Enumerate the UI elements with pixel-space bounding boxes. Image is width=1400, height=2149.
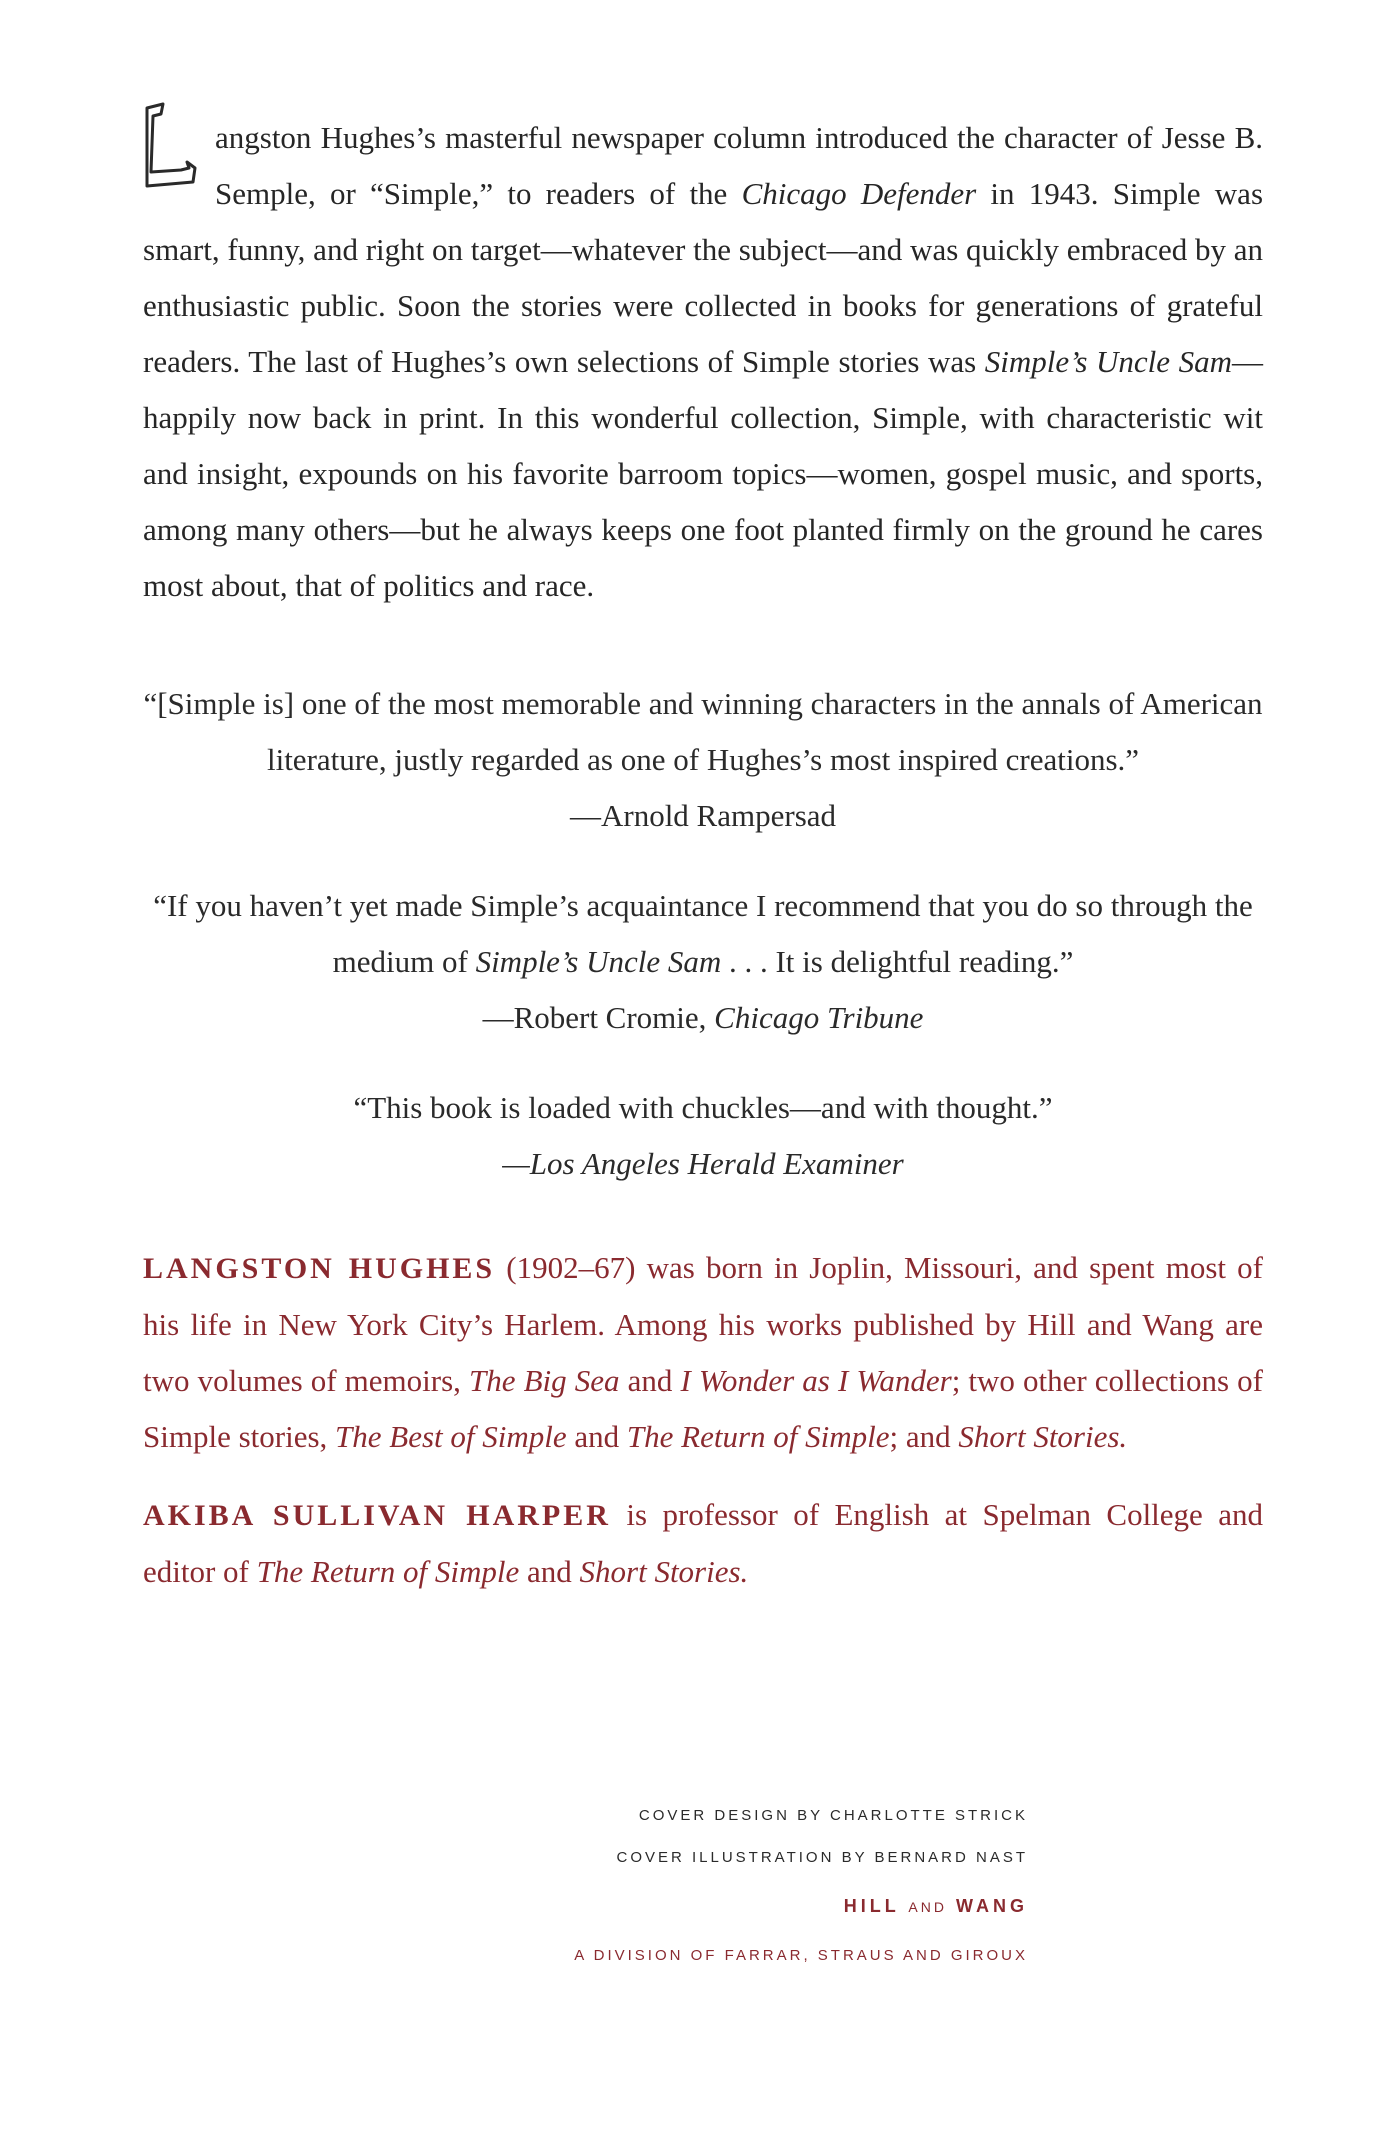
quote-text <box>143 878 1263 990</box>
quote-attribution: —Arnold Rampersad <box>569 798 837 833</box>
cover-credits <box>574 1795 1028 1978</box>
bio-text: ; and <box>889 1419 959 1454</box>
quote-title-italic: Simple’s Uncle Sam <box>475 944 722 979</box>
bio-title: The Big Sea <box>469 1363 620 1398</box>
dropcap-l <box>137 102 209 202</box>
bio-text: and <box>619 1363 681 1398</box>
bio-title: The Best of Simple <box>335 1419 567 1454</box>
bio-title: Short Stories. <box>958 1419 1128 1454</box>
author-bios <box>143 1240 1263 1600</box>
quote-text-part: “If you haven’t yet made Simple’s acquaintance I recommend that you do so through the medium of <box>153 888 1253 979</box>
quote-rampersad <box>143 676 1263 844</box>
publisher-division: A DIVISION OF FARRAR, STRAUS AND GIROUX <box>574 1947 1028 1964</box>
cover-design-credit: COVER DESIGN BY CHARLOTTE STRICK <box>638 1807 1028 1824</box>
publisher-part: WANG <box>956 1896 1028 1916</box>
publisher-name <box>574 1879 1028 1934</box>
dropcap-l-icon <box>137 102 209 202</box>
intro-italic-2: Simple’s Uncle Sam <box>984 344 1233 379</box>
bio-text: and <box>519 1554 580 1589</box>
bio-akiba-harper <box>143 1487 1263 1600</box>
attribution-publication: —Los Angeles Herald Examiner <box>502 1146 904 1181</box>
bio-title: The Return of Simple <box>256 1554 520 1589</box>
bio-title: Short Stories. <box>579 1554 749 1589</box>
attribution-name: —Robert Cromie, <box>482 1000 715 1035</box>
intro-text-3: —happily now back in print. In this wonderful collection, Simple, with characteristic wit and insight, expounds on his favorite barroom topics—women, gospel music, and sports, among many others—but he always keeps one foot planted firmly on the ground he cares most about, that of politics and race. <box>143 344 1264 603</box>
attribution-publication: Chicago Tribune <box>714 1000 924 1035</box>
quote-cromie <box>143 878 1263 1046</box>
bio-title: The Return of Simple <box>626 1419 890 1454</box>
bio-text: is professor of English at Spelman College and editor of <box>143 1497 1264 1589</box>
bio-name: AKIBA SULLIVAN HARPER <box>143 1499 611 1532</box>
bio-text: (1902–67) was born in Joplin, Missouri, and spent most of his life in New York City’s Harlem. Among his works published by Hill and Wang are two volumes of memoirs, <box>143 1250 1263 1398</box>
publisher-and: AND <box>908 1899 947 1915</box>
quote-text: “[Simple is] one of the most memorable and winning characters in the annals of American literature, justly regarded as one of Hughes’s most inspired creations.” <box>143 686 1263 777</box>
bio-langston-hughes <box>143 1240 1263 1465</box>
quote-text: “This book is loaded with chuckles—and with thought.” <box>353 1090 1053 1125</box>
review-quotes <box>143 676 1263 1192</box>
dropcap-letter <box>137 102 138 158</box>
publisher-part: HILL <box>843 1896 900 1916</box>
bio-text: and <box>566 1419 627 1454</box>
cover-illustration-credit: COVER ILLUSTRATION BY BERNARD NAST <box>616 1849 1028 1866</box>
bio-title: I Wonder as I Wander <box>680 1363 952 1398</box>
back-cover-content <box>143 110 1263 1622</box>
quote-herald <box>143 1080 1263 1192</box>
intro-paragraph <box>143 110 1263 614</box>
bio-text: ; two other collections of Simple stories, <box>143 1363 1264 1454</box>
intro-text-2: in 1943. Simple was smart, funny, and right on target—whatever the subject—and was quickly embraced by an enthusiastic public. Soon the stories were collected in books for generations of grateful readers. The last of Hughes’s own selections of Simple stories was <box>143 176 1264 379</box>
bio-name: LANGSTON HUGHES <box>143 1252 496 1285</box>
quote-text-part: . . . It is delightful reading.” <box>721 944 1074 979</box>
quote-attribution <box>143 990 1263 1046</box>
intro-text-1: angston Hughes’s masterful newspaper column introduced the character of Jesse B. Semple, or “Simple,” to readers of the <box>215 120 1263 211</box>
quote-attribution <box>143 1136 1263 1192</box>
intro-italic-1: Chicago Defender <box>741 176 977 211</box>
